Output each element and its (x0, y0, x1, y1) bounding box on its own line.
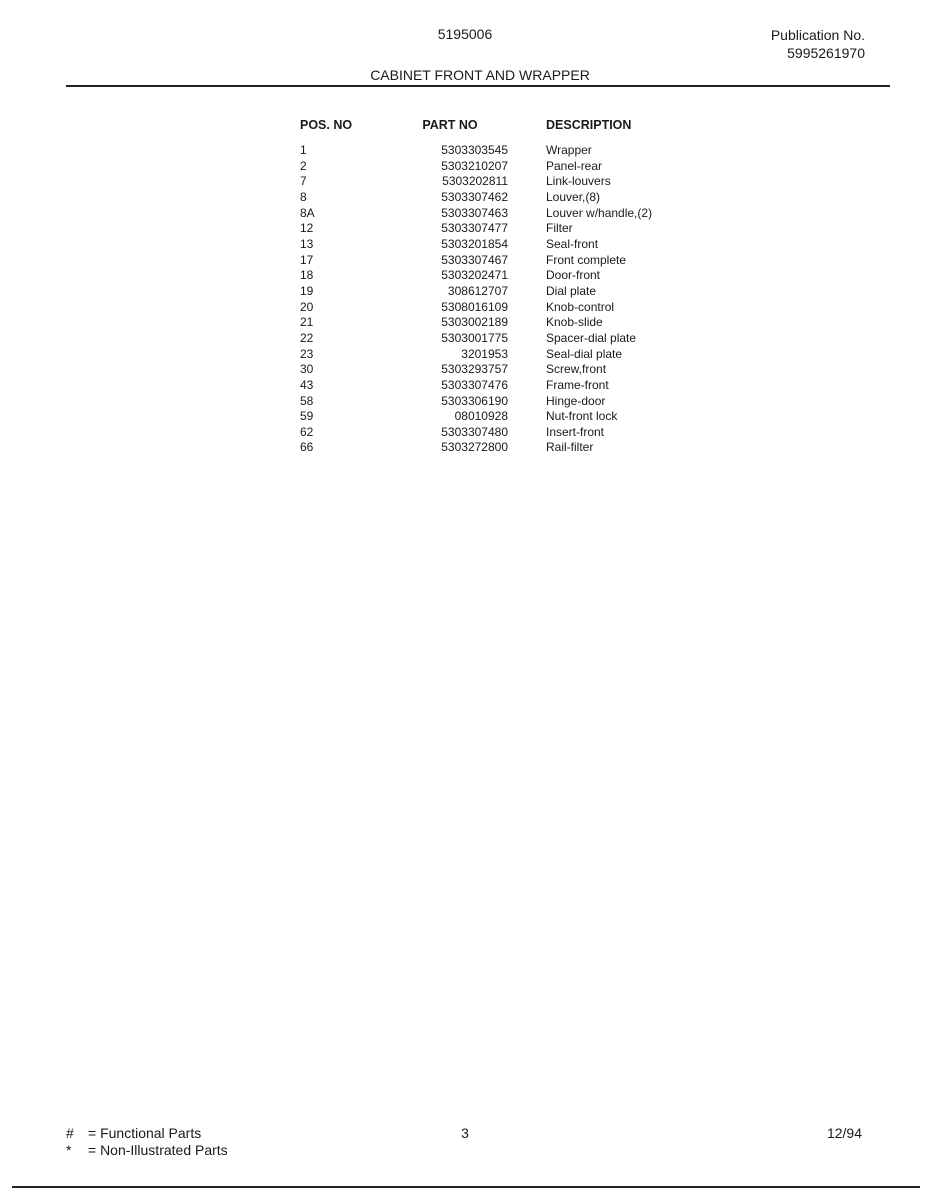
publication-number: 5995261970 (787, 45, 865, 61)
table-row (300, 300, 652, 316)
part-number-cell: 5308016109 (441, 299, 508, 314)
column-header-pos: POS. NO (300, 118, 353, 132)
column-header-description: DESCRIPTION (546, 118, 632, 132)
part-number-cell: 3201953 (461, 346, 508, 361)
publication-date: 12/94 (826, 1125, 862, 1141)
pos-cell: 8A (300, 205, 315, 220)
pos-cell: 1 (300, 143, 307, 157)
description-cell: Wrapper (546, 143, 592, 157)
legend-item-non-illustrated (66, 1142, 228, 1159)
table-row (300, 159, 652, 175)
section-title: CABINET FRONT AND WRAPPER (370, 67, 590, 83)
pos-cell: 30 (300, 362, 314, 377)
description-cell: Rail-filter (546, 440, 594, 455)
part-number-cell: 5303303545 (441, 143, 508, 157)
pos-cell: 21 (300, 315, 314, 330)
legend-symbol: # (66, 1125, 74, 1141)
description-cell: Filter (546, 221, 573, 236)
description-cell: Screw,front (546, 362, 607, 377)
part-number-cell: 5303002189 (441, 315, 508, 330)
description-cell: Seal-front (546, 236, 599, 251)
description-cell: Front complete (546, 252, 627, 267)
description-cell: Panel-rear (546, 158, 603, 173)
description-cell: Knob-control (546, 299, 615, 314)
part-number-cell: 5303201854 (441, 236, 508, 251)
part-number-cell: 5303307476 (441, 377, 508, 392)
column-header-part: PART NO (422, 118, 478, 132)
pos-cell: 8 (300, 189, 307, 204)
table-row (300, 331, 652, 347)
table-row (300, 394, 652, 410)
publication-label: Publication No. (770, 27, 865, 43)
part-number-cell: 5303306190 (441, 393, 508, 408)
pos-cell: 43 (300, 377, 314, 392)
table-row (300, 206, 652, 222)
part-number-cell: 5303293757 (441, 362, 508, 377)
legend-text: = Non-Illustrated Parts (88, 1142, 228, 1158)
table-header-row (300, 118, 652, 143)
table-row (300, 268, 652, 284)
description-cell: Spacer-dial plate (546, 330, 637, 345)
table-row (300, 221, 652, 237)
table-row (300, 347, 652, 363)
pos-cell: 19 (300, 283, 314, 298)
part-number-cell: 5303001775 (441, 330, 508, 345)
table-row (300, 253, 652, 269)
part-number-cell: 5303307467 (441, 252, 508, 267)
part-number-cell: 5303307480 (441, 424, 508, 439)
table-row (300, 362, 652, 378)
table-row (300, 190, 652, 206)
description-cell: Seal-dial plate (546, 346, 623, 361)
description-cell: Louver w/handle,(2) (546, 205, 653, 220)
pos-cell: 17 (300, 252, 314, 267)
legend (66, 1125, 228, 1159)
parts-table-body (300, 143, 652, 456)
pos-cell: 12 (300, 221, 314, 236)
pos-cell: 18 (300, 268, 314, 283)
part-number-cell: 308612707 (447, 283, 508, 298)
table-row (300, 174, 652, 190)
description-cell: Insert-front (546, 424, 605, 439)
legend-text: = Functional Parts (88, 1125, 202, 1141)
table-row (300, 237, 652, 253)
pos-cell: 66 (300, 440, 314, 455)
description-cell: Louver,(8) (546, 189, 601, 204)
part-number-cell: 5303210207 (441, 158, 508, 173)
table-row (300, 378, 652, 394)
part-number-cell: 5303307477 (441, 221, 508, 236)
pos-cell: 20 (300, 299, 314, 314)
description-cell: Dial plate (546, 283, 597, 298)
table-row (300, 143, 652, 159)
publication-block (771, 26, 865, 62)
legend-item-functional (66, 1125, 228, 1142)
part-number-cell: 08010928 (454, 409, 508, 424)
pos-cell: 2 (300, 158, 307, 173)
table-row (300, 440, 652, 456)
part-number-cell: 5303307462 (441, 189, 508, 204)
description-cell: Knob-slide (546, 315, 603, 330)
part-number-cell: 5303272800 (441, 440, 508, 455)
table-row (300, 284, 652, 300)
table-row (300, 425, 652, 441)
part-number-cell: 5303202811 (442, 174, 508, 189)
pos-cell: 59 (300, 409, 314, 424)
description-cell: Link-louvers (546, 174, 611, 189)
pos-cell: 58 (300, 393, 314, 408)
legend-symbol: * (66, 1142, 72, 1158)
header-divider (66, 85, 890, 87)
part-number-cell: 5303202471 (441, 268, 508, 283)
part-number-cell: 5303307463 (441, 205, 508, 220)
description-cell: Nut-front lock (546, 409, 618, 424)
description-cell: Hinge-door (546, 393, 606, 408)
page-number: 3 (461, 1125, 469, 1141)
footer-divider (12, 1186, 920, 1188)
pos-cell: 13 (300, 236, 314, 251)
model-number: 5195006 (437, 26, 493, 42)
table-row (300, 315, 652, 331)
pos-cell: 7 (300, 174, 307, 189)
pos-cell: 22 (300, 330, 314, 345)
description-cell: Door-front (546, 268, 601, 283)
table-row (300, 409, 652, 425)
description-cell: Frame-front (546, 377, 609, 392)
pos-cell: 23 (300, 346, 314, 361)
parts-table (300, 118, 652, 456)
pos-cell: 62 (300, 424, 314, 439)
